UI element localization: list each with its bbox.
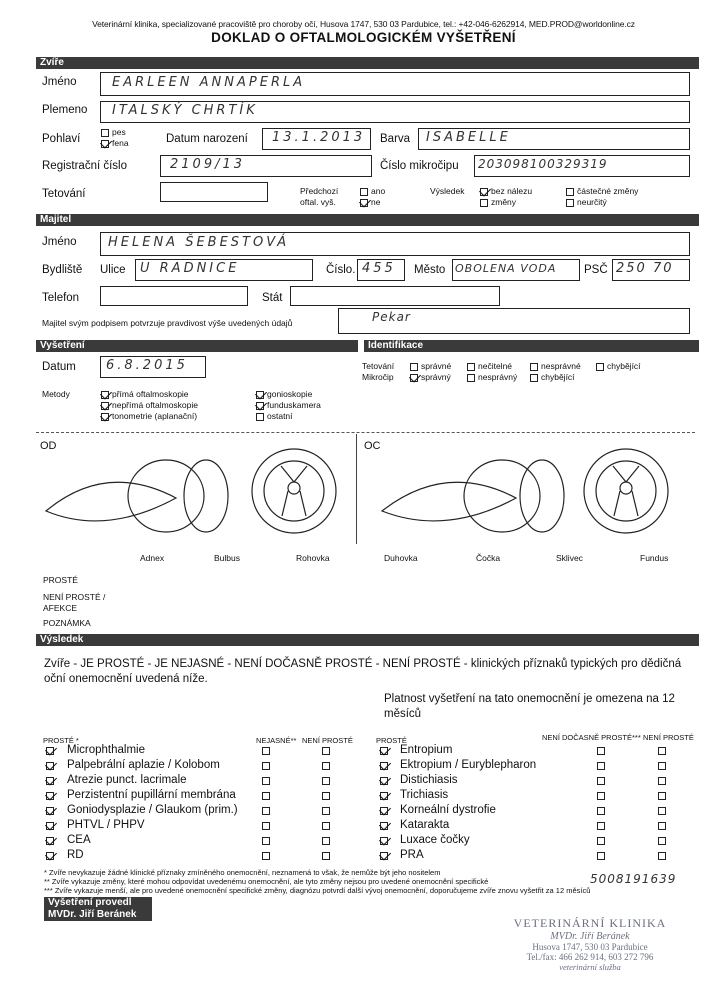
diagram-label-adnex: Adnex — [140, 553, 165, 563]
prev-yes-option[interactable] — [360, 186, 385, 197]
method-6[interactable] — [256, 411, 293, 422]
left-disease-second-checkbox[interactable] — [262, 822, 270, 830]
method-5-text: funduskamera — [267, 400, 321, 410]
chip-value: 203098100329319 — [478, 157, 608, 171]
diagram-label-lens: Čočka — [476, 553, 501, 563]
right-disease-free-checkbox[interactable] — [380, 852, 388, 860]
od-optic-disc — [288, 482, 300, 494]
sex-female-text: fena — [112, 138, 129, 148]
methods-label: Metody — [42, 389, 70, 399]
method-5[interactable] — [256, 400, 321, 411]
left-disease-free-checkbox[interactable] — [46, 807, 54, 815]
result-2-checkbox[interactable] — [480, 199, 488, 207]
chip-ok[interactable] — [410, 372, 451, 383]
result-3-checkbox[interactable] — [566, 188, 574, 196]
result-4-text: neurčitý — [577, 197, 607, 207]
diagram-label-vitreous: Sklivec — [556, 553, 583, 563]
psc-value: 250 70 — [616, 261, 674, 276]
od-adnex-outline — [46, 482, 176, 521]
result-label: Výsledek — [430, 186, 465, 196]
left-disease-name: CEA — [67, 834, 91, 846]
result-3-option[interactable] — [566, 186, 638, 197]
right-disease-second-checkbox[interactable] — [597, 747, 605, 755]
right-disease-name: Trichiasis — [400, 789, 449, 801]
tattoo-illegible-text: nečitelné — [478, 361, 513, 371]
right-disease-third-checkbox[interactable] — [658, 852, 666, 860]
left-disease-second-checkbox[interactable] — [262, 807, 270, 815]
method-4-text: gonioskopie — [267, 389, 313, 399]
left-disease-third-checkbox[interactable] — [322, 747, 330, 755]
left-disease-third-checkbox[interactable] — [322, 792, 330, 800]
left-disease-name: Goniodysplazie / Glaukom (prim.) — [67, 804, 238, 816]
chip-wrong[interactable] — [467, 372, 517, 383]
col-unclear-left: NEJASNÉ** — [256, 736, 297, 745]
state-field[interactable] — [290, 286, 500, 306]
prev-no-option[interactable] — [360, 197, 380, 208]
prose-label: PROSTÉ — [43, 575, 78, 585]
section-identification: Identifikace — [364, 340, 699, 352]
left-disease-second-checkbox[interactable] — [262, 777, 270, 785]
tattoo-wrong[interactable] — [530, 361, 581, 372]
od-cornea-outline — [184, 460, 228, 532]
diagram-label-cornea: Rohovka — [296, 553, 330, 563]
left-disease-third-checkbox[interactable] — [322, 762, 330, 770]
right-disease-third-checkbox[interactable] — [658, 747, 666, 755]
clinic-line: Veterinární klinika, specializované pracoviště pro choroby očí, Husova 1747, 530 03 Pardubice, tel.: +42-046-6262914, MED.PROD@worldonline.cz — [92, 19, 635, 29]
method-2[interactable] — [101, 400, 198, 411]
chip-missing-text: chybějící — [541, 372, 575, 382]
os-cornea-outline — [520, 460, 564, 532]
phone-label: Telefon — [42, 292, 80, 304]
left-disease-third-checkbox[interactable] — [322, 807, 330, 815]
number-label: Číslo. — [326, 264, 356, 276]
left-disease-second-checkbox[interactable] — [262, 852, 270, 860]
result-2-option[interactable] — [480, 197, 516, 208]
left-disease-name: Microphthalmie — [67, 744, 145, 756]
diagram-label-fundus: Fundus — [640, 553, 669, 563]
left-disease-name: RD — [67, 849, 84, 861]
tattoo-field[interactable] — [160, 182, 268, 202]
left-disease-second-checkbox[interactable] — [262, 837, 270, 845]
os-bulbus-outline — [464, 460, 540, 532]
left-disease-name: Perzistentní pupillární membrána — [67, 789, 236, 801]
left-disease-free-checkbox[interactable] — [46, 747, 54, 755]
chip-label: Číslo mikročipu — [380, 160, 459, 172]
ident-tattoo-label: Tetování — [362, 361, 395, 371]
tattoo-wrong-checkbox[interactable] — [530, 363, 538, 371]
col-notfree-right: NENÍ PROSTÉ — [643, 733, 694, 742]
left-disease-second-checkbox[interactable] — [262, 747, 270, 755]
reg-value: 2109/13 — [170, 157, 246, 172]
examiner-name: MVDr. Jiří Beránek — [44, 909, 152, 921]
right-disease-second-checkbox[interactable] — [597, 822, 605, 830]
dob-value: 13.1.2013 — [272, 130, 366, 145]
color-label: Barva — [380, 133, 411, 145]
number-value: 455 — [362, 261, 396, 276]
right-disease-name: Korneální dystrofie — [400, 804, 496, 816]
tattoo-ok-text: správné — [421, 361, 452, 371]
left-disease-third-checkbox[interactable] — [322, 777, 330, 785]
breed-value: ITALSKÝ CHRTÍK — [112, 103, 258, 118]
right-disease-third-checkbox[interactable] — [658, 807, 666, 815]
result-4-checkbox[interactable] — [566, 199, 574, 207]
city-label: Město — [414, 264, 446, 276]
od-fundus-outline — [264, 461, 324, 521]
right-disease-third-checkbox[interactable] — [658, 822, 666, 830]
prev-yes-text: ano — [371, 186, 386, 196]
result-3-text: částečné změny — [577, 186, 639, 196]
right-disease-second-checkbox[interactable] — [597, 792, 605, 800]
stamp-line-5: veterinární služba — [559, 962, 621, 972]
stamp-line-1: VETERINÁRNÍ KLINIKA — [513, 916, 667, 930]
right-disease-name: Entropium — [400, 744, 453, 756]
col-notfree-left: NENÍ PROSTÉ — [302, 736, 353, 745]
document-title: DOKLAD O OFTALMOLOGICKÉM VYŠETŘENÍ — [211, 30, 516, 45]
method-1[interactable] — [101, 389, 189, 400]
diagram-label-bulbus: Bulbus — [214, 553, 240, 563]
prev-yes-checkbox[interactable] — [360, 188, 368, 196]
left-disease-name: Atrezie punct. lacrimale — [67, 774, 187, 786]
signature-note: Majitel svým podpisem potvrzuje pravdivost výše uvedených údajů — [42, 318, 293, 328]
result-1-option[interactable] — [480, 186, 532, 197]
tattoo-missing[interactable] — [596, 361, 641, 372]
prev-no-text: ne — [371, 197, 381, 207]
left-disease-third-checkbox[interactable] — [322, 852, 330, 860]
left-disease-free-checkbox[interactable] — [46, 837, 54, 845]
result-statement: Zvíře - JE PROSTÉ - JE NEJASNÉ - NENÍ DOČASNĚ PROSTÉ - NENÍ PROSTÉ - klinických příznaků typických pro dědičná oční onemocnění uvedená níže. — [44, 658, 682, 685]
right-disease-third-checkbox[interactable] — [658, 792, 666, 800]
chip-ok-text: správný — [421, 372, 451, 382]
chip-wrong-text: nesprávný — [478, 372, 518, 382]
section-animal: Zvíře — [36, 57, 699, 69]
tattoo-missing-checkbox[interactable] — [596, 363, 604, 371]
owner-name-value: HELENA ŠEBESTOVÁ — [108, 235, 290, 250]
left-disease-free-checkbox[interactable] — [46, 852, 54, 860]
note-label: POZNÁMKA — [43, 618, 91, 628]
exam-date-label: Datum — [42, 361, 76, 373]
result-2-text: změny — [491, 197, 517, 207]
exam-date-value: 6.8.2015 — [106, 358, 188, 373]
result-1-checkbox[interactable] — [480, 188, 488, 196]
method-1-checkbox[interactable] — [101, 391, 109, 399]
method-1-text: přímá oftalmoskopie — [112, 389, 189, 399]
stamp-line-4: Tel./fax: 466 262 914, 603 272 796 — [526, 952, 654, 962]
col-free-right: PROSTÉ — [376, 736, 407, 745]
tattoo-missing-text: chybějící — [607, 361, 641, 371]
sex-label: Pohlaví — [42, 133, 81, 145]
sex-female-checkbox[interactable] — [101, 140, 109, 148]
right-disease-free-checkbox[interactable] — [380, 762, 388, 770]
sex-male-option[interactable] — [101, 127, 126, 138]
right-disease-free-checkbox[interactable] — [380, 837, 388, 845]
left-disease-third-checkbox[interactable] — [322, 822, 330, 830]
right-disease-second-checkbox[interactable] — [597, 762, 605, 770]
left-disease-name: PHTVL / PHPV — [67, 819, 145, 831]
street-value: U RADNICE — [140, 261, 240, 276]
right-disease-third-checkbox[interactable] — [658, 762, 666, 770]
stamp-line-3: Husova 1747, 530 03 Pardubice — [532, 942, 648, 952]
chip-ok-checkbox[interactable] — [410, 374, 418, 382]
right-disease-free-checkbox[interactable] — [380, 747, 388, 755]
tattoo-label: Tetování — [42, 188, 86, 200]
method-3[interactable] — [101, 411, 197, 422]
od-vessels — [281, 466, 307, 516]
right-disease-third-checkbox[interactable] — [658, 837, 666, 845]
col-free-left: PROSTÉ * — [43, 736, 79, 745]
col-temp-right: NENÍ DOČASNĚ PROSTÉ*** — [542, 733, 641, 742]
right-disease-free-checkbox[interactable] — [380, 792, 388, 800]
result-4-option[interactable] — [566, 197, 607, 208]
sex-male-text: pes — [112, 127, 126, 137]
left-disease-second-checkbox[interactable] — [262, 792, 270, 800]
right-disease-free-checkbox[interactable] — [380, 822, 388, 830]
left-disease-third-checkbox[interactable] — [322, 837, 330, 845]
chip-missing[interactable] — [530, 372, 575, 383]
method-3-checkbox[interactable] — [101, 413, 109, 421]
right-disease-name: Katarakta — [400, 819, 450, 831]
method-3-text: tonometrie (aplanační) — [112, 411, 198, 421]
serial-number: 5008191639 — [590, 872, 677, 886]
right-disease-free-checkbox[interactable] — [380, 807, 388, 815]
footnote-2: ** Zvíře vykazuje změny, které mohou odpovídat uvedenému onemocnění, ale tyto změny nejsou pro uvedené onemocnění specifické — [44, 877, 489, 886]
dob-label: Datum narození — [166, 133, 248, 145]
psc-label: PSČ — [584, 264, 608, 276]
left-disease-second-checkbox[interactable] — [262, 762, 270, 770]
diagram-label-iris: Duhovka — [384, 553, 418, 563]
section-result: Výsledek — [36, 634, 699, 646]
left-disease-free-checkbox[interactable] — [46, 762, 54, 770]
tattoo-ok-checkbox[interactable] — [410, 363, 418, 371]
method-6-text: ostatní — [267, 411, 293, 421]
chip-wrong-checkbox[interactable] — [467, 374, 475, 382]
clinic-stamp — [480, 916, 700, 996]
owner-name-label: Jméno — [42, 236, 77, 248]
right-disease-free-checkbox[interactable] — [380, 777, 388, 785]
owner-signature: Pekar — [372, 310, 411, 324]
right-disease-name: PRA — [400, 849, 424, 861]
tattoo-illegible-checkbox[interactable] — [467, 363, 475, 371]
validity-note: Platnost vyšetření na tato onemocnění je omezena na 12 měsíců — [384, 693, 675, 720]
not-prose-label: NENÍ PROSTÉ / AFEKCE — [43, 592, 106, 613]
right-disease-second-checkbox[interactable] — [597, 837, 605, 845]
method-4-checkbox[interactable] — [256, 391, 264, 399]
method-4[interactable] — [256, 389, 312, 400]
address-label: Bydliště — [42, 264, 83, 276]
eye-diagrams — [36, 436, 695, 546]
street-label: Ulice — [100, 264, 126, 276]
section-exam: Vyšetření — [36, 340, 358, 352]
prev-no-checkbox[interactable] — [360, 199, 368, 207]
section-examiner: Vyšetření provedl — [44, 897, 152, 909]
color-value: ISABELLE — [426, 130, 511, 145]
section-owner: Majitel — [36, 214, 699, 226]
animal-name-label: Jméno — [42, 76, 77, 88]
result-1-text: bez nálezu — [491, 186, 533, 196]
os-fundus-outline — [596, 461, 656, 521]
method-5-checkbox[interactable] — [256, 402, 264, 410]
method-2-text: nepřímá oftalmoskopie — [112, 400, 198, 410]
right-disease-name: Distichiasis — [400, 774, 458, 786]
left-disease-free-checkbox[interactable] — [46, 792, 54, 800]
right-disease-second-checkbox[interactable] — [597, 807, 605, 815]
right-disease-name: Luxace čočky — [400, 834, 470, 846]
state-label: Stát — [262, 292, 283, 304]
tattoo-illegible[interactable] — [467, 361, 512, 372]
prev-exam-label: Předchozí oftal. vyš. — [300, 186, 339, 207]
animal-name-value: EARLEEN ANNAPERLA — [112, 75, 306, 90]
sex-male-checkbox[interactable] — [101, 129, 109, 137]
footnote-1: * Zvíře nevykazuje žádné klinické příznaky zmíněného onemocnění, neznamená to však, že nemůže být jeho nositelem — [44, 868, 441, 877]
os-label: OC — [364, 440, 381, 452]
right-disease-second-checkbox[interactable] — [597, 777, 605, 785]
od-label: OD — [40, 440, 57, 452]
right-disease-name: Ektropium / Euryblepharon — [400, 759, 537, 771]
diagram-top-border — [36, 432, 695, 433]
phone-field[interactable] — [100, 286, 248, 306]
city-value: OBOLENA VODA — [455, 262, 557, 275]
os-optic-disc — [620, 482, 632, 494]
left-disease-name: Palpebrální aplazie / Kolobom — [67, 759, 220, 771]
left-disease-free-checkbox[interactable] — [46, 777, 54, 785]
od-bulbus-outline — [128, 460, 204, 532]
right-disease-second-checkbox[interactable] — [597, 852, 605, 860]
sex-female-option[interactable] — [101, 138, 129, 149]
breed-label: Plemeno — [42, 104, 88, 116]
right-disease-third-checkbox[interactable] — [658, 777, 666, 785]
method-6-checkbox[interactable] — [256, 413, 264, 421]
reg-label: Registrační číslo — [42, 160, 128, 172]
chip-missing-checkbox[interactable] — [530, 374, 538, 382]
left-disease-free-checkbox[interactable] — [46, 822, 54, 830]
footnote-3: *** Zvíře vykazuje menší, ale pro uvedené onemocnění specifické změny, diagnózu potvrdí další vývoj onemocnění, doporučujeme zvíře znovu vyšetřit za 12 měsíců — [44, 886, 591, 895]
stamp-line-2: MVDr. Jiří Beránek — [550, 931, 630, 942]
ident-chip-label: Mikročip — [362, 372, 394, 382]
os-adnex-outline — [382, 482, 516, 521]
os-vessels — [613, 466, 639, 516]
method-2-checkbox[interactable] — [101, 402, 109, 410]
tattoo-wrong-text: nesprávné — [541, 361, 581, 371]
